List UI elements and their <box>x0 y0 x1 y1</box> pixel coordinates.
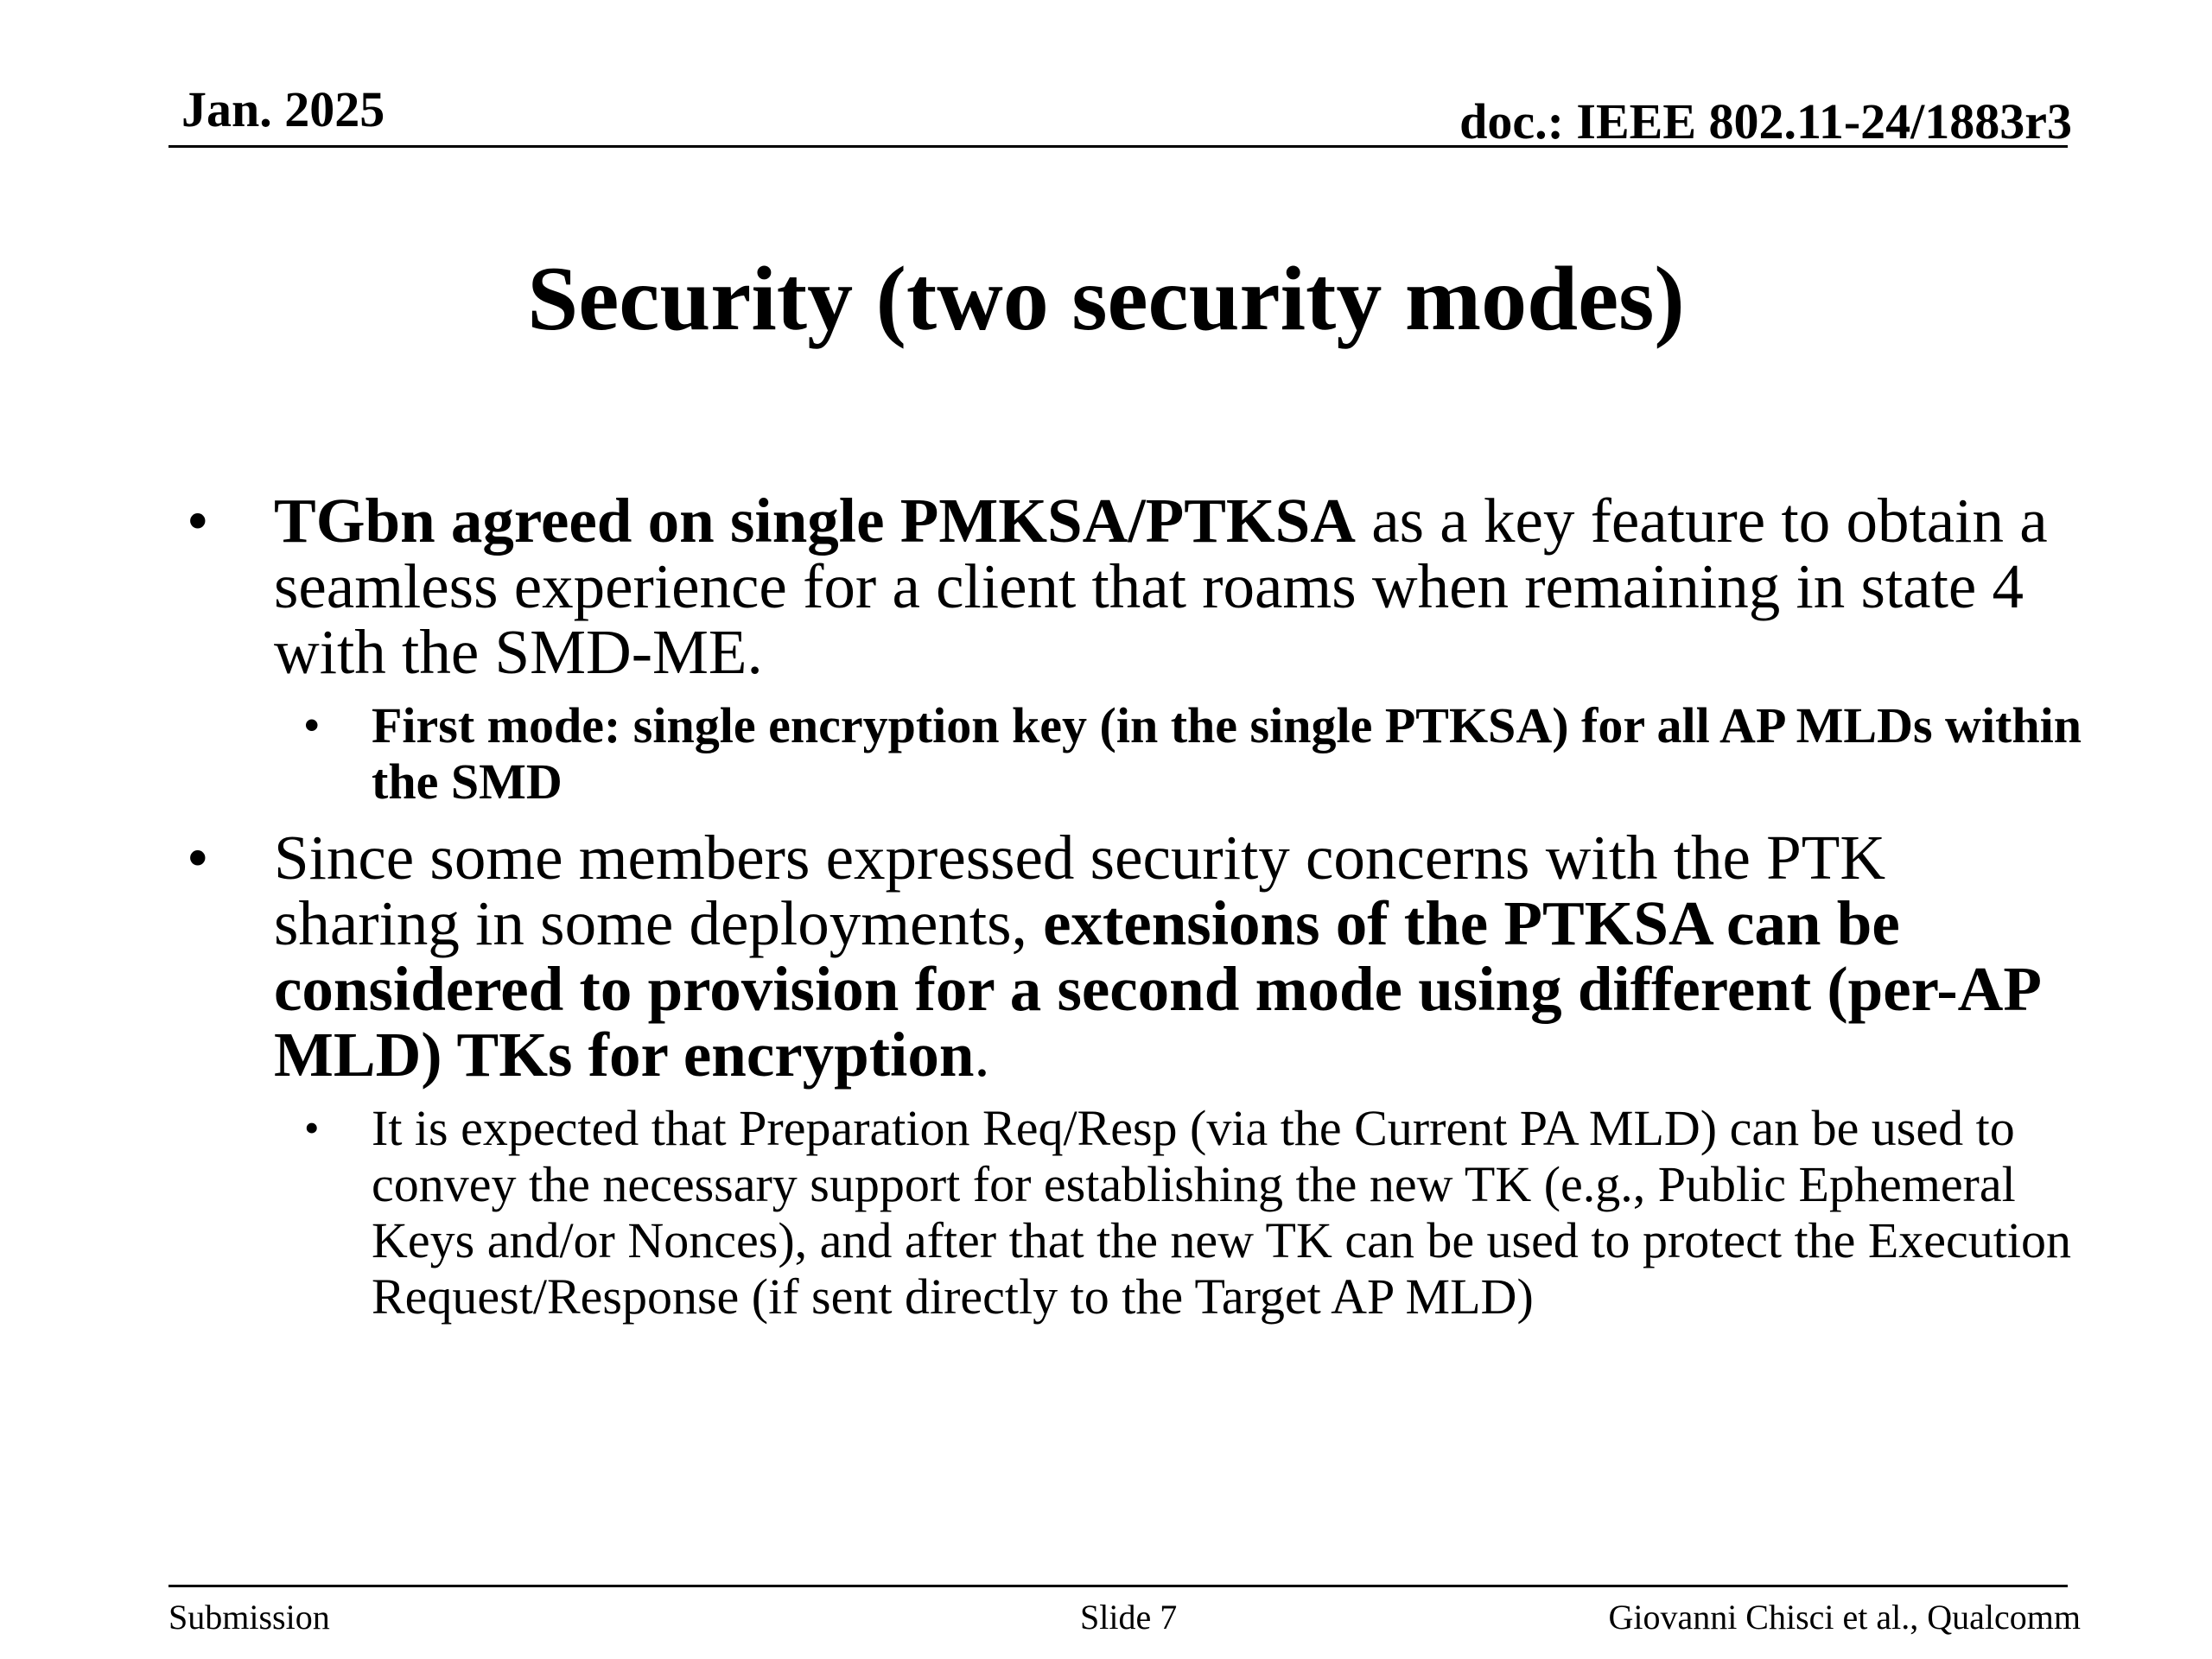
sub-bullet-list-1 <box>274 697 2082 810</box>
bullet-2-text-tail: . <box>974 1020 990 1090</box>
bullet-2-text-lead: Since some members expressed security concerns with the PTK sharing in some deployments, <box>274 823 1886 958</box>
sub-bullet-item-2-1 <box>181 1100 2082 1325</box>
bullet-list <box>181 488 2082 1340</box>
header-divider <box>168 145 2068 148</box>
footer-authors: Giovanni Chisci et al., Qualcomm <box>1608 1598 2081 1637</box>
bullet-marker: • <box>187 486 209 556</box>
bullet-1-text: as a key feature to obtain a seamless experience for a client that roams when remaining in state 4 with the SMD-ME. <box>274 486 2048 687</box>
slide-title: Security (two security modes) <box>527 248 1685 349</box>
header-doc-id: doc.: IEEE 802.11-24/1883r3 <box>1459 93 2072 149</box>
bullet-1-bold-lead: TGbn agreed on single PMKSA/PTKSA <box>274 486 1356 556</box>
sub-bullet-marker: • <box>304 701 320 749</box>
bullet-item-2 <box>181 825 2082 1325</box>
sub-bullet-list-2 <box>274 1100 2082 1325</box>
sub-bullet-item-1-1 <box>181 697 2082 810</box>
header-date: Jan. 2025 <box>181 81 385 137</box>
footer-divider <box>168 1585 2068 1587</box>
bullet-item-1 <box>181 488 2082 810</box>
footer-submission: Submission <box>168 1598 330 1637</box>
footer-slide-number: Slide 7 <box>1080 1598 1178 1637</box>
sub-bullet-1-1-text: First mode: single encryption key (in the single PTKSA) for all AP MLDs within the SMD <box>372 697 2082 810</box>
sub-bullet-marker: • <box>304 1103 320 1152</box>
sub-bullet-2-1-text: It is expected that Preparation Req/Resp (via the Current PA MLD) can be used to convey the necessary support for establishing the new TK (e.g., Public Ephemeral Keys and/or Nonces), and after that the new TK can be used to protect the Execution Request/Response (if sent directly to the Target AP MLD) <box>372 1100 2072 1325</box>
bullet-2-bold-part: extensions of the PTKSA can be considered to provision for a second mode using different (per-AP MLD) TKs for encryption <box>274 888 2038 1090</box>
bullet-marker: • <box>187 823 209 893</box>
